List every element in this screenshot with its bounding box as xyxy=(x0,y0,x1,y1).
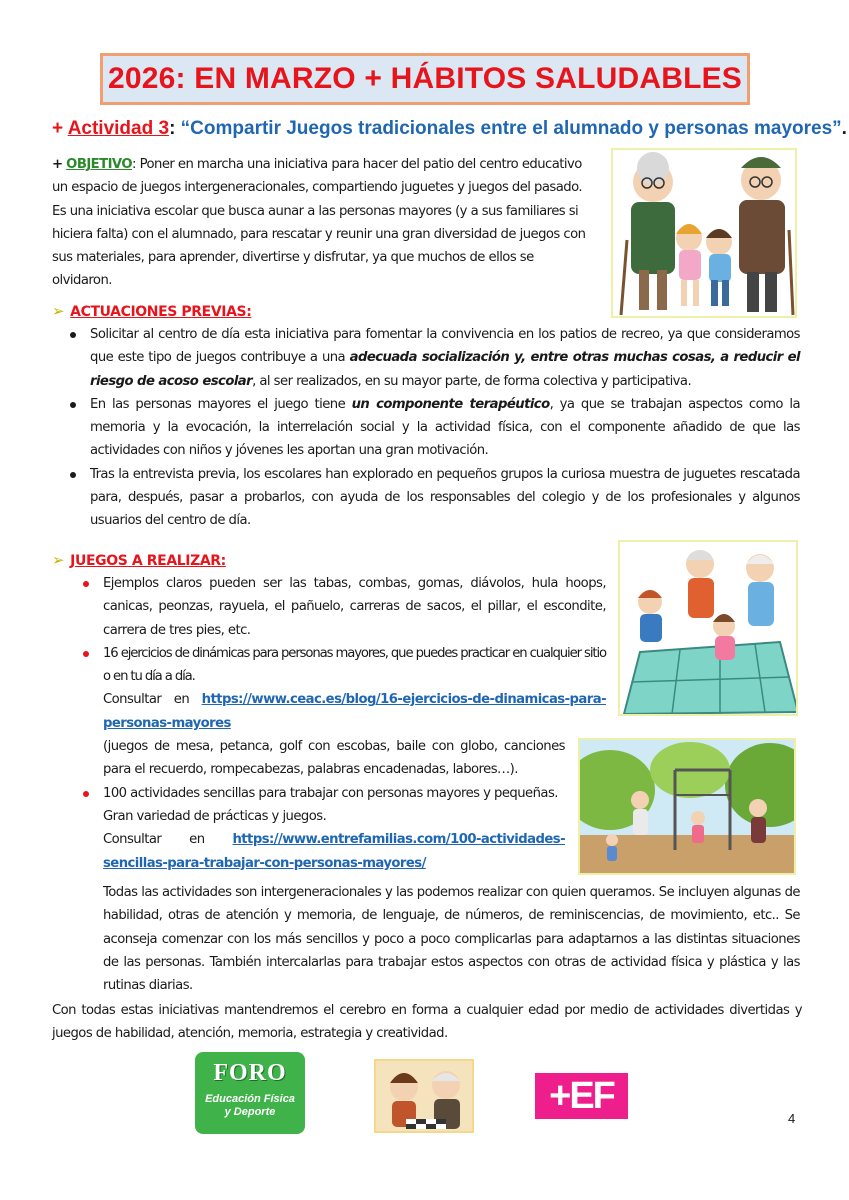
ceac-link[interactable]: https://www.ceac.es/blog/16-ejercicios-de-dinamicas-para-personas-mayores xyxy=(103,692,606,731)
objective-text: : Poner en marcha una iniciativa para hacer del patio del centro educativo un espacio de juegos intergeneracionales, compartiendo juguetes y juegos del pasado. Es una iniciativa escolar que busca aunar a las personas mayores (y a sus familiares si hiciera falta) con el alumnado, para rescatar y reunir una gran diversidad de juegos con sus materiales, para aprender, divertirse y disfrutar, ya que muchos de ellos se olvidaron. xyxy=(52,157,586,289)
previas-heading-text: ACTUACIONES PREVIAS: xyxy=(70,304,252,320)
park-playground-illustration xyxy=(578,738,796,875)
activity-label: Actividad 3 xyxy=(67,118,170,139)
item3-extra: Todas las actividades son intergeneracionales y las podemos realizar con quien queramos. Se incluyen algunas de habilidad, otras de atención y memoria, de lenguaje, de números, de reminiscencias, de movimiento, etc.. Se aconseja comenzar con los más sencillos y poco a poco complicarlas para adaptarnos a las distintas situaciones de las personas. También intercalarlas para trabajar estos aspectos con otras de actividad física y plástica y las rutinas diarias. xyxy=(103,885,800,994)
previas-list xyxy=(90,323,800,533)
closing-paragraph: Con todas estas iniciativas mantendremos el cerebro en forma a cualquier edad por medio de actividades divertidas y juegos de habilidad, atención, memoria, estrategia y creatividad. xyxy=(52,1003,802,1042)
item-text: Tras la entrevista previa, los escolares han explorado en pequeños grupos la curiosa muestra de juguetes rescatada para, después, pasar a probarlos, con ayuda de los responsables del colegio y de los profesionales y algunos usuarios del centro de día. xyxy=(90,466,800,529)
juegos-heading-text: JUEGOS A REALIZAR: xyxy=(70,553,226,569)
activity-colon: : xyxy=(169,118,176,139)
bullet-icon xyxy=(70,472,76,478)
item-text: Solicitar al centro de día esta iniciativa para fomentar la convivencia en los patios de recreo, ya que consideramos que este tipo de juegos contribuye a una xyxy=(90,327,800,366)
bullet-icon xyxy=(70,402,76,408)
juegos-list xyxy=(103,572,606,875)
consult-line xyxy=(103,688,606,735)
plus-sign: + xyxy=(52,118,64,139)
objective-label: OBJETIVO xyxy=(66,157,133,172)
consult-label: Consultar en xyxy=(103,832,205,848)
list-item xyxy=(103,572,606,642)
list-item xyxy=(90,323,800,393)
entrefamilias-link[interactable]: https://www.entrefamilias.com/100-actividades-sencillas-para-trabajar-con-personas-mayores/ xyxy=(103,832,565,871)
grandparents-children-illustration xyxy=(611,148,797,318)
item-text-end: , al ser realizados, en su mayor parte, de forma colectiva y participativa. xyxy=(252,373,692,389)
list-item xyxy=(103,642,606,782)
bullet-icon xyxy=(83,581,89,587)
item-text: En las personas mayores el juego tiene xyxy=(90,396,352,412)
bullet-icon xyxy=(70,332,76,338)
activity-title: “Compartir Juegos tradicionales entre el alumnado y personas mayores” xyxy=(180,118,842,139)
activity-period: . xyxy=(841,118,847,139)
foro-logo-subtitle-1: Educación Física xyxy=(205,1093,295,1105)
activity-heading xyxy=(52,118,847,140)
consult-line xyxy=(103,828,565,875)
ef-logo xyxy=(535,1073,628,1119)
consult-label: Consultar en xyxy=(103,692,190,708)
arrow-bullet-icon: ➢ xyxy=(52,551,65,569)
item-text: 100 actividades sencillas para trabajar con personas mayores y pequeñas. xyxy=(103,785,558,801)
item-text: Ejemplos claros pueden ser las tabas, combas, gomas, diávolos, hula hoops, canicas, peonzas, rayuela, el pañuelo, carreras de sacos, el pillar, el escondite, carrera de tres pies, etc. xyxy=(103,576,606,638)
item-emphasis: adecuada socialización y, entre otras muchas cosas, a reducir el riesgo de acoso escolar xyxy=(90,350,800,389)
foro-logo xyxy=(195,1052,305,1134)
family-hopscotch-illustration xyxy=(618,540,798,716)
ef-logo-text: +EF xyxy=(549,1074,614,1117)
item-text-2: Gran variedad de prácticas y juegos. xyxy=(103,808,327,824)
objective-plus: + xyxy=(52,157,63,172)
objective-paragraph xyxy=(52,153,597,293)
arrow-bullet-icon: ➢ xyxy=(52,302,65,320)
list-item xyxy=(103,782,565,875)
bullet-icon xyxy=(83,791,89,797)
foro-logo-subtitle-2: y Deporte xyxy=(224,1106,276,1118)
page-number: 4 xyxy=(788,1111,796,1126)
item-extra: (juegos de mesa, petanca, golf con escobas, baile con globo, canciones para el recuerdo, rompecabezas, palabras encadenadas, labores…). xyxy=(103,739,565,778)
item-text-end: , ya que se trabajan aspectos como la memoria y la evocación, la interrelación social y la actividad física, con el componente añadido de que las actividades con niños y jóvenes les aportan una gran motivación. xyxy=(90,396,801,459)
title-box xyxy=(100,53,750,105)
foro-logo-title: FORO xyxy=(213,1060,287,1086)
item-text: 16 ejercicios de dinámicas para personas mayores, que puedes practicar en cualquier sitio o en tu día a día. xyxy=(103,645,606,685)
chess-players-illustration xyxy=(374,1059,474,1133)
item-emphasis: un componente terapéutico xyxy=(351,396,550,412)
list-item xyxy=(90,463,800,533)
bullet-icon xyxy=(83,651,89,657)
previas-heading xyxy=(52,302,251,320)
juegos-heading xyxy=(52,551,226,569)
page-title: 2026: EN MARZO + HÁBITOS SALUDABLES xyxy=(107,62,743,95)
list-item xyxy=(90,393,800,463)
